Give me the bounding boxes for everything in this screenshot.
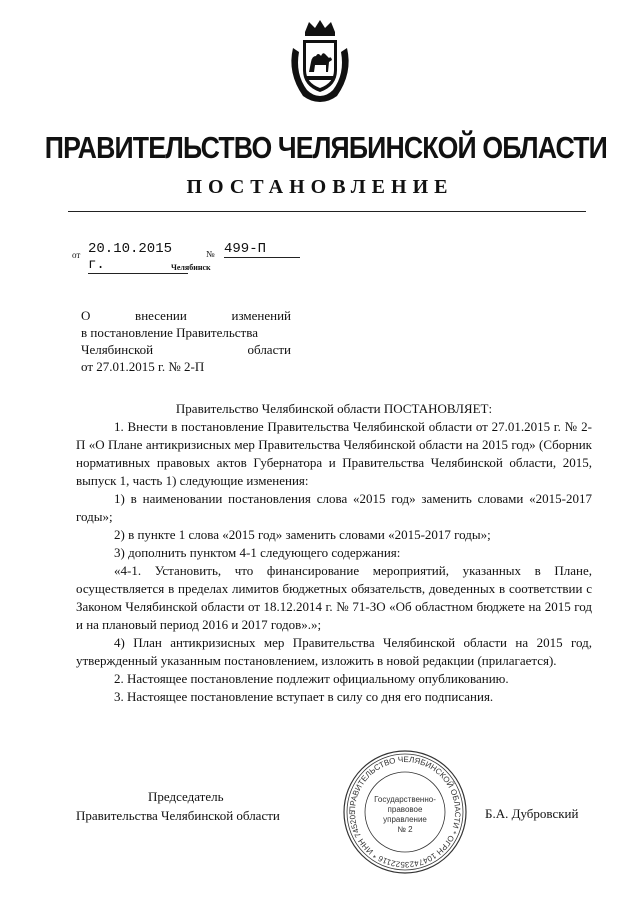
subject-line: Челябинской области	[81, 342, 291, 357]
document-subject	[81, 307, 291, 375]
document-number: 499-П	[224, 241, 300, 258]
stamp-text: управление	[383, 815, 427, 824]
city-label: Челябинск	[171, 263, 211, 272]
official-stamp	[340, 747, 470, 877]
body-paragraph: 1) в наименовании постановления слова «2015 год» заменить словами «2015-2017 годы»;	[76, 491, 592, 524]
number-sign-label: №	[206, 249, 215, 259]
document-body	[76, 400, 592, 706]
header-divider	[68, 211, 586, 212]
stamp-text: правовое	[387, 805, 423, 814]
subject-line: в постановление Правительства	[81, 325, 258, 340]
signatory-title-line: Председатель	[148, 789, 224, 804]
body-paragraph: 3. Настоящее постановление вступает в силу со дня его подписания.	[114, 689, 494, 704]
signer-name: Б.А. Дубровский	[485, 806, 579, 821]
stamp-ring-text: ПРАВИТЕЛЬСТВО ЧЕЛЯБИНСКОЙ ОБЛАСТИ * ОГРН 1047423522116 * ИНН 745205	[347, 754, 463, 870]
signatory-title-line: Правительства Челябинской области	[76, 808, 280, 823]
stamp-text: № 2	[397, 825, 413, 834]
resolution-preamble: Правительство Челябинской области ПОСТАНОВЛЯЕТ:	[175, 401, 493, 416]
body-paragraph: 2. Настоящее постановление подлежит официальному опубликованию.	[114, 671, 509, 686]
coat-of-arms-icon	[285, 18, 355, 104]
stamp-text: Государственно-	[374, 795, 436, 804]
document-date: 20.10.2015 г.	[88, 241, 188, 274]
body-paragraph: 4) План антикризисных мер Правительства Челябинской области на 2015 год, утвержденный указанным постановлением, изложить в новой редакции (прилагается).	[76, 635, 592, 668]
subject-line: О внесении изменений	[81, 308, 291, 323]
body-paragraph: 1. Внести в постановление Правительства Челябинской области от 27.01.2015 г. № 2-П «О Плане антикризисных мер Правительства Челябинской области на 2015 год» (Сборник нормативных правовых актов Губернатора и Правительства Челябинской области, 2015, выпуск 1, часть 1) следующие изменения:	[76, 419, 592, 488]
document-type: ПОСТАНОВЛЕНИЕ	[186, 176, 454, 198]
body-paragraph: 2) в пункте 1 слова «2015 год» заменить словами «2015-2017 годы»;	[114, 527, 491, 542]
government-title: ПРАВИТЕЛЬСТВО ЧЕЛЯБИНСКОЙ ОБЛАСТИ	[44, 130, 607, 165]
body-paragraph: «4-1. Установить, что финансирование мероприятий, указанных в Плане, осуществляется в пределах лимитов бюджетных обязательств, доведенных в соответствии с Законом Челябинской области от 18.12.2014 г. № 71-ЗО «Об областном бюджете на 2015 год и на плановый период 2016 и 2017 годов».»;	[76, 563, 592, 632]
body-paragraph: 3) дополнить пунктом 4-1 следующего содержания:	[114, 545, 401, 560]
signatory-title	[76, 787, 316, 825]
date-prefix-label: от	[72, 250, 81, 260]
subject-line: от 27.01.2015 г. № 2-П	[81, 359, 205, 374]
